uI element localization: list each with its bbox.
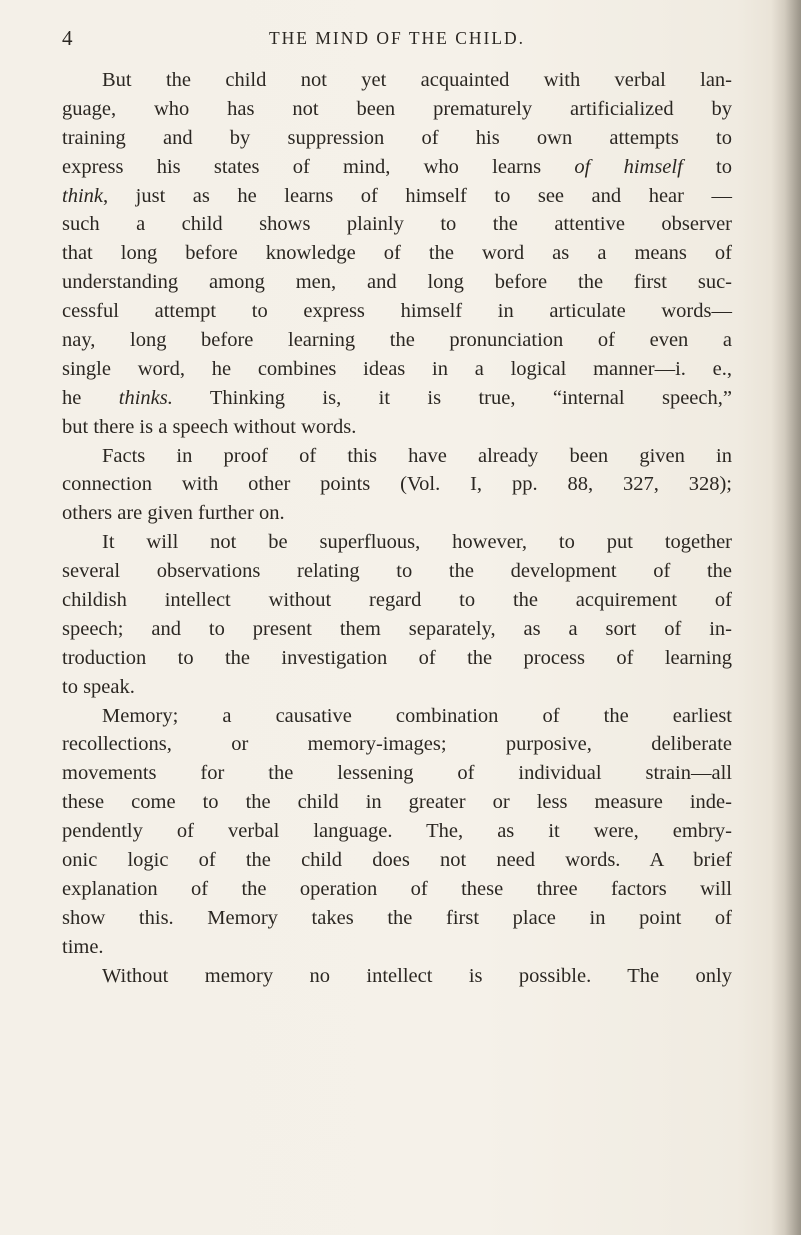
text-line [62,846,732,875]
text-line [62,702,732,731]
text-segment: Without memory no intellect is possible. The only [102,964,732,987]
text-line [62,182,732,211]
text-line [62,759,732,788]
text-segment: several observations relating to the development of the [62,560,732,583]
text-line [62,66,732,95]
text-line [62,268,732,297]
text-segment: to speak. [62,675,135,698]
text-segment: connection with other points (Vol. I, pp. 88, 327, 328); [62,473,732,496]
text-segment: movements for the lessening of individual strain—all [62,762,732,785]
text-segment: single word, he combines ideas in a logical manner—i. e., [62,357,732,380]
text-line [62,875,732,904]
text-segment: such a child shows plainly to the attentive observer [62,213,732,236]
text-segment: Thinking is, it is true, “internal speech,” [172,386,732,409]
text-segment: It will not be superfluous, however, to put together [102,531,732,554]
text-segment: cessful attempt to express himself in articulate words— [62,300,732,323]
text-line [62,730,732,759]
text-segment: nay, long before learning the pronunciation of even a [62,329,732,352]
text-segment: Facts in proof of this have already been given in [102,444,732,467]
italic-text: think [62,184,103,207]
text-line [62,499,732,528]
italic-text: of himself [574,155,683,178]
text-segment: show this. Memory takes the first place in point of [62,906,732,929]
text-line [62,413,732,442]
text-line [62,95,732,124]
body-text [62,66,732,991]
text-segment: , just as he learns of himself to see and hear — [103,184,732,207]
text-segment: explanation of the operation of these three factors will [62,877,732,900]
text-line [62,326,732,355]
text-line [62,586,732,615]
text-segment: guage, who has not been prematurely artificialized by [62,97,732,120]
text-segment: but there is a speech without words. [62,415,357,438]
text-line [62,788,732,817]
text-segment: that long before knowledge of the word as a means of [62,242,732,265]
page-number: 4 [62,26,73,50]
text-line [62,557,732,586]
text-line [62,442,732,471]
text-line [62,673,732,702]
text-segment: training and by suppression of his own attempts to [62,126,732,149]
text-segment: express his states of mind, who learns [62,155,575,178]
text-line [62,124,732,153]
text-segment: speech; and to present them separately, as a sort of in- [62,617,732,640]
binding-shadow [771,0,801,1235]
text-line [62,470,732,499]
text-segment: troduction to the investigation of the process of learning [62,646,732,669]
text-line [62,384,732,413]
text-line [62,210,732,239]
text-segment: these come to the child in greater or less measure inde- [62,791,732,814]
text-line [62,933,732,962]
text-line [62,153,732,182]
text-segment: recollections, or memory-images; purposive, deliberate [62,733,732,756]
italic-text: thinks. [118,386,173,409]
text-line [62,904,732,933]
text-segment: understanding among men, and long before the first suc- [62,271,732,294]
text-line [62,644,732,673]
text-segment: he [62,386,119,409]
text-segment: others are given further on. [62,502,285,525]
text-line [62,297,732,326]
text-line [62,615,732,644]
text-line [62,528,732,557]
text-line [62,962,732,991]
text-segment: pendently of verbal language. The, as it were, embry- [62,820,732,843]
text-segment: onic logic of the child does not need words. A brief [62,849,732,872]
text-line [62,355,732,384]
text-line [62,239,732,268]
text-line [62,817,732,846]
text-segment: time. [62,935,104,958]
running-title: THE MIND OF THE CHILD. [268,28,526,48]
text-segment: Memory; a causative combination of the earliest [102,704,732,727]
text-segment: childish intellect without regard to the acquirement of [62,589,732,612]
page-header [62,26,732,56]
text-segment: to [682,155,733,178]
text-segment: But the child not yet acquainted with verbal lan- [102,69,732,91]
